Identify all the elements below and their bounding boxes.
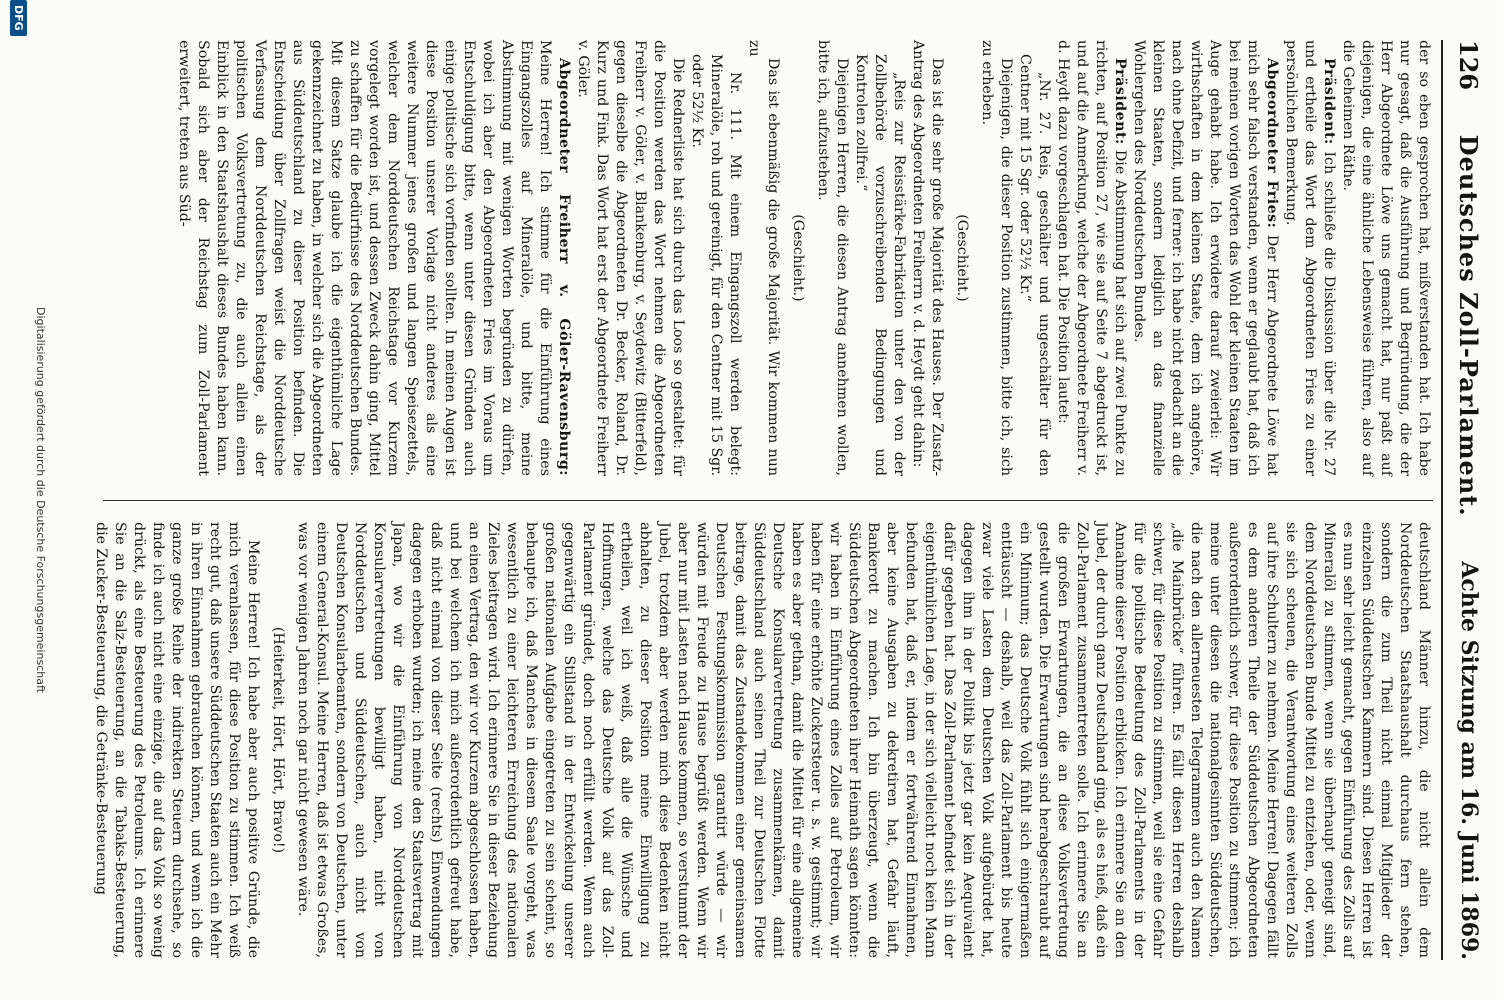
publication-title: Deutsches Zoll-Parlament. [1454, 134, 1484, 517]
paragraph [174, 40, 573, 476]
paragraph [1053, 40, 1129, 476]
paragraph [1281, 40, 1338, 476]
paragraph-text: Die Abstimmung hat sich auf zwei Punkte zu richten, auf Position 27, wie sie auf Seite 7 abgedruckt ist, und auf die Anmerkung, welche der Abgeordnete Freiherr v. d. Heydt dazu vorgeschlagen hat. Die Position lautet: [1055, 40, 1128, 476]
speaker-name: Abgeordneter Freiherr v. Göler-Ravensburg: [556, 58, 572, 476]
right-column [93, 522, 1433, 958]
dfg-logo: DFG [10, 0, 27, 36]
paragraph: Das ist die sehr große Majorität des Hauses. Der Zusatz-Antrag des Abgeordneten Freiherrn v. d. Heydt geht dahin: [910, 40, 945, 476]
tariff-item: Nr. 111. Mit einem Eingangszoll werden belegt: Mineralöle, roh und gereinigt, für den Centner mit 15 Sgr. oder 52½ Kr. [689, 54, 743, 476]
stage-direction: (Geschieht.) [954, 214, 970, 302]
paragraph [1129, 40, 1281, 476]
paragraph: Diejenigen Herren, die diesen Antrag annehmen wollen, bitte ich, aufzustehen. [815, 40, 850, 476]
paragraph: Diejenigen, die dieser Position zustimmen, bitte ich, sich zu erheben. [979, 40, 1014, 476]
speaker-name: Präsident: [1321, 58, 1337, 145]
digitization-credit: Digitalisierung gefördert durch die Deutsche Forschungsgemeinschaft [34, 307, 47, 693]
stage-direction: (Heiterkeit, Hört, Hört, Bravo!) [270, 626, 286, 854]
paragraph: der so eben gesprochen hat, mißverstanden hat. Ich habe nur gesagt, daß die Ausführung und Begründung, die der Herr Abgeordnete Löwe uns gemacht hat, nur paßt auf diejenigen, die eine ähnliche Lebensweise führen, also auf die Geheimen Räthe. [1340, 40, 1432, 476]
quoted-position: „Nr. 27. Reis, geschälter und ungeschälter für den Centner mit 15 Sgr. oder 52½ Kr.“ [1017, 54, 1052, 476]
speaker-name: Präsident: [1112, 58, 1128, 145]
paragraph-text: Ich schließe die Diskussion über die Nr. 27 und ertheile das Wort dem Abgeordneten Fries zu einer persönlichen Bemerkung. [1283, 40, 1337, 476]
paragraph: Das ist ebenmäßig die große Majorität. Wir kommen nun zu [746, 40, 781, 476]
session-title: Achte Sitzung am 16. Juni 1869. [1456, 561, 1482, 960]
page-header [1447, 40, 1491, 960]
paragraph: Die Rednerliste hat sich durch das Loos so gestaltet: für die Position werden das Wort nehmen die Abgeordneten Freiherr v. Göler, v. Blankenburg, v. Seydewitz (Bitterfeld), gegen dieselbe die Abgeordneten Dr. Becker, Roland, Dr. Kurz und Fink. Das Wort hat erst der Abgeordnete Freiherr v. Göler. [575, 40, 686, 476]
paragraph-text: Meine Herren! Ich stimme für die Einführung eines Eingangszolles auf Mineralöle, und bitte, meine Abstimmung mit wenigen Worten begründen zu dürfen, wobei ich aber den Abgeordneten Fries im Voraus um Entschuldigung bitte, wenn unter diesen Gründen auch einige politische sich vorfinden sollten. In meinen Augen ist diese Position unserer Vorlage nicht anderes als eine weitere Nummer jenes großen und langen Speisezettels, welcher dem Norddeutschen Reichstage vor Kurzem vorgelegt worden ist, und dessen Zweck dahin ging, Mittel zu schaffen für die Bedürfnisse des Norddeutschen Bundes. Mit diesem Satze glaube ich die eigenthümliche Lage gekennzeichnet zu haben, in welcher sich die Abgeordneten aus Süddeutschland zu dieser Position befinden. Die Entscheidung über Zollfragen weist die Norddeutsche Verfassung dem Norddeutschen Reichstage, als der politischen Volksvertretung zu, die auch allein einen Einblick in den Staatshaushalt dieses Bundes haben kann. Sobald sich aber der Reichstag zum Zoll-Parlament erweitert, treten aus Süd- [176, 40, 553, 476]
paragraph-text: Der Herr Abgeordnete Löwe hat mich sehr falsch verstanden, wenn er geglaubt hat, daß ich bei meinen vorigen Worten das Wohl der kleinen Staaten im Auge gehabt habe. Ich erwidere darauf zweierlei: Wir wirthschaften in dem kleinen Staate, dem ich angehöre, nach ohne Defizit, und ferner: ich habe nicht gedacht an die kleinen Staaten, sondern lediglich an das finanzielle Wohlergehen des Norddeutschen Bundes. [1131, 40, 1280, 476]
header-rule [1441, 40, 1443, 960]
page-number: 126 [1454, 40, 1484, 91]
quoted-motion: „Reis zur Reisstärke-Fabrikation unter den von der Zollbehörde vorzuschreibenden Bedingungen und Kontrolen zollfrei.“ [853, 54, 907, 476]
paragraph: deutschland Männer hinzu, die nicht allein dem Norddeutschen Staatshaushalt durchaus fern stehen, sondern die zum Theil nicht einmal Mitglieder der einzelnen Süddeutschen Kammern sind. Diesen Herren ist es nun sehr leicht gemacht, gegen Einführung des Zolls auf Mineralöl zu stimmen, wenn sie überhaupt geneigt sind, dem Norddeutschen Bunde Mittel zu entziehen, oder, wenn sie sich scheuen, die Verantwortung eines weiteren Zolls auf ihre Schultern zu nehmen. Meine Herren! Dagegen fällt es dem anderen Theile der Süddeutschen Abgeordneten außerordentlich schwer, für diese Position zu stimmen; ich meine unter diesen die nationalgesinnten Süddeutschen, die nach den allerneuesten Telegrammen auch den Namen „die Mainbrücke“ führen. Es fällt diesen Herren deshalb schwer, für diese Position zu stimmen, weil sie eine Gefahr für die politische Bedeutung des Zoll-Parlaments in der Annahme dieser Position erblicken. Ich erinnere Sie an den Jubel, der durch ganz Deutschland ging, als es hieß, daß ein Zoll-Parlament zusammentreten solle. Ich erinnere Sie an die großen Erwartungen, die an diese Volksvertretung gestellt wurden. Die Erwartungen sind herabgeschraubt auf ein Minimum; das Deutsche Volk fühlt sich einigermaßen enttäuscht — deshalb, weil das Zoll-Parlament bis heute zwar viele Lasten dem Deutschen Volk aufgebürdet hat, dagegen ihm in der Politik bis jetzt gar kein Aequivalent dafür gegeben hat. Das Zoll-Parlament befindet sich in der eigenthümlichen Lage, in der sich vielleicht noch kein Mann befunden hat, daß er, indem er fortwährend Einnahmen, aber keine Ausgaben zu dekretiren hat, Gefahr läuft, Bankerott zu machen. Ich bin überzeugt, wenn die Süddeutschen Abgeordneten ihrer Heimath sagen könnten: wir haben in Einführung eines Zolles auf Petroleum, wir haben für eine erhöhte Zuckersteuer u. s. w. gestimmt; wir haben es aber gethan, damit die Mittel für eine allgemeine Deutsche Konsularvertretung zusammenkämen, damit Süddeutschland auch seinen Theil zur Deutschen Flotte beitrage, damit das Zustandekommen einer gemeinsamen Deutschen Festungskommission garantirt würde — wir würden mit Freude zu Hause begrüßt werden. Wenn wir aber nur mit Lasten nach Hause kommen, so verstummt der Jubel, trotzdem aber werden mich diese Bedenken nicht abhalten, zu dieser Position meine Einwilligung zu ertheilen, weil ich weiß, daß alle die Wünsche und Hoffnungen, welche das Deutsche Volk auf das Zoll-Parlament gründet, doch noch erfüllt werden. Wenn auch gegenwärtig ein Stillstand in der Entwickelung unserer großen nationalen Aufgabe eingetreten zu sein scheint, so behaupte ich, daß Manches in diesem Saale vorgeht, was wesentlich zu einer leichteren Erreichung des nationalen Zieles beitragen wird. Ich erinnere Sie in dieser Beziehung an einen Vertrag, den wir vor Kurzem abgeschlossen haben, und bei welchem ich mich außerordentlich gefreut habe, daß nicht einmal von dieser Seite (rechts) Einwendungen dagegen erhoben wurden; ich meine den Staatsvertrag mit Japan, wo wir die Einführung von Norddeutschen Konsularvertretungen bewilligt haben, nicht von Norddeutschen und Süddeutschen, auch nicht von Deutschen Konsularbeamten, sondern von Deutschen, unter einem General-Konsul. Meine Herren, daß ist etwas Großes, was vor wenigen Jahren noch gar nicht gewesen wäre. [295, 522, 1432, 958]
paragraph: Meine Herren! Ich habe aber auch positive Gründe, die mich veranlassen, für diese Position zu stimmen. Ich weiß recht gut, daß unsere Süddeutschen Staaten auch ein Mehr in ihren Einnahmen gebrauchen können, und wenn ich die ganze große Reihe der indirekten Steuern durchsehe, so finde ich auch nicht eine einzige, die auf das Volk so wenig drückt, als eine Besteuerung des Petroleums. Ich erinnere Sie an die Salz-Besteuerung, an die Tabaks-Besteuerung, die Zucker-Besteuerung, die Getränke-Besteuerung [93, 522, 261, 958]
speaker-name: Abgeordneter Fries: [1264, 58, 1280, 229]
stage-direction: (Geschieht.) [790, 214, 806, 302]
left-column [103, 40, 1433, 476]
column-divider [103, 500, 1433, 501]
